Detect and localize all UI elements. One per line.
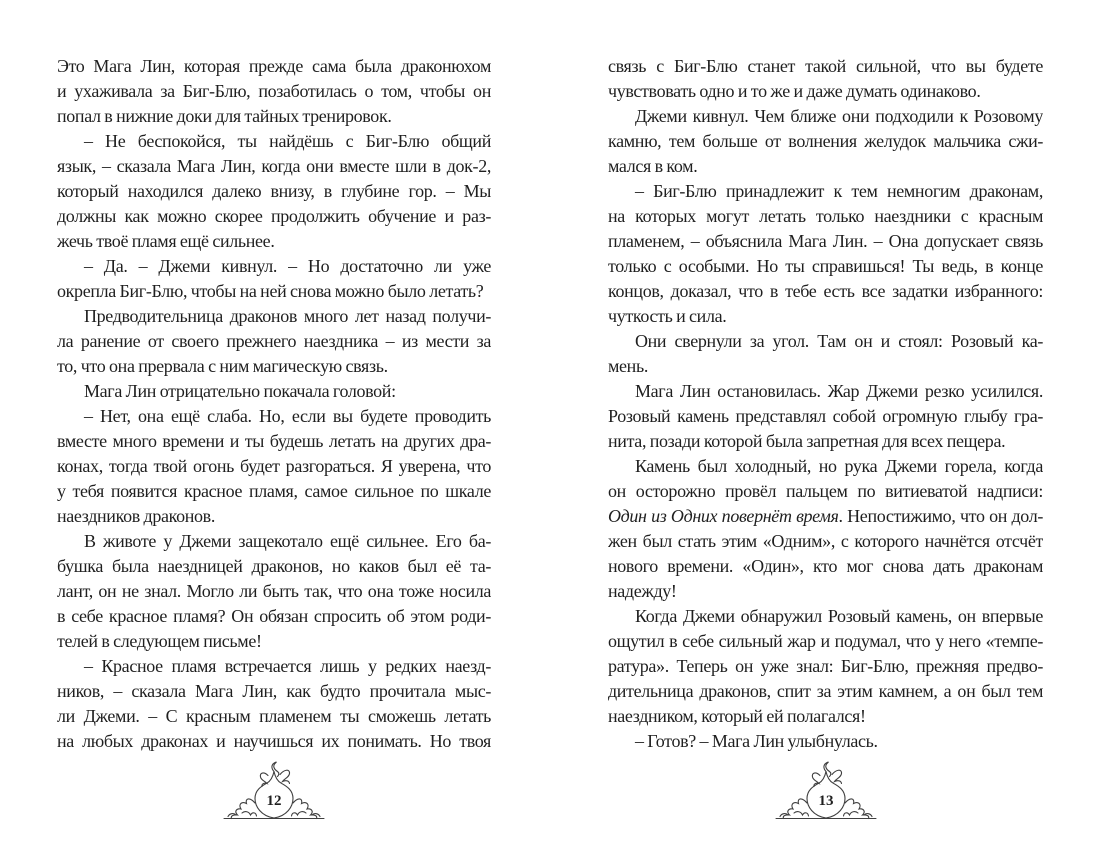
text-segment: Мага Лин остановилась. Жар Джеми резко усилился. <box>635 381 1043 401</box>
text-segment: камню, тем больше от волнения желудок мальчика сжи- <box>608 131 1043 151</box>
text-segment: Они свернули за угол. Там он и стоял: Розовый ка- <box>635 331 1043 351</box>
text-segment: концов, доказал, что в тебе есть все задатки избранного: <box>608 281 1043 301</box>
text-line <box>57 454 491 479</box>
text-segment: – Нет, она ещё слаба. Но, если вы будете проводить <box>84 406 491 426</box>
text-line <box>608 229 1043 254</box>
text-segment: язык, – сказала Мага Лин, когда они вместе шли в док-2, <box>57 156 491 176</box>
text-line <box>608 479 1043 504</box>
page-left-footer <box>222 761 326 823</box>
text-line <box>57 404 491 429</box>
text-line <box>608 54 1043 79</box>
text-segment: попал в нижние доки для тайных тренировок. <box>57 106 392 126</box>
text-line <box>57 429 491 454</box>
text-line <box>57 354 491 379</box>
text-line <box>608 204 1043 229</box>
text-segment: вместе много времени и ты будешь летать на других дра- <box>57 431 491 451</box>
text-line <box>57 679 491 704</box>
text-line <box>608 704 1043 729</box>
page-right-footer <box>774 761 878 823</box>
text-segment: мень. <box>608 356 648 376</box>
text-line <box>57 229 491 254</box>
text-line <box>57 729 491 754</box>
text-line <box>608 79 1043 104</box>
flame-ornament-icon <box>774 761 878 823</box>
text-segment: Розовый камень представлял собой огромную глыбу гра- <box>608 406 1043 426</box>
text-line <box>608 604 1043 629</box>
text-segment: наездников драконов. <box>57 506 215 526</box>
text-segment: ла ранение от своего прежнего наездника – из мести за <box>57 331 491 351</box>
text-segment: наездником, который ей полагался! <box>608 706 866 726</box>
text-segment: бушка была наездницей драконов, но каков был её та- <box>57 556 491 576</box>
text-line <box>57 529 491 554</box>
text-line <box>608 554 1043 579</box>
text-segment: – Биг-Блю принадлежит к тем немногим драконам, <box>635 181 1043 201</box>
text-segment: в себе красное пламя? Он обязан спросить об этом роди- <box>57 606 491 626</box>
text-segment: ощутил в себе сильный жар и подумал, что у него «темпе- <box>608 631 1043 651</box>
text-line <box>57 129 491 154</box>
text-segment: только с особыми. Но ты справишься! Ты ведь, в конце <box>608 256 1043 276</box>
text-line <box>57 154 491 179</box>
text-line <box>57 579 491 604</box>
text-line <box>57 254 491 279</box>
text-segment: пламенем, – объяснила Мага Лин. – Она допускает связь <box>608 231 1043 251</box>
text-line <box>608 404 1043 429</box>
text-segment: и ухаживала за Биг-Блю, позаботилась о том, чтобы он <box>57 81 491 101</box>
text-line <box>608 304 1043 329</box>
text-segment: Джеми кивнул. Чем ближе они подходили к Розовому <box>635 106 1043 126</box>
text-line <box>608 329 1043 354</box>
text-line <box>608 354 1043 379</box>
page-right <box>608 54 1043 809</box>
text-segment: чувствовать одно и то же и даже думать одинаково. <box>608 81 981 101</box>
text-segment: – Красное пламя встречается лишь у редких наезд- <box>84 656 491 676</box>
text-segment: ли Джеми. – С красным пламенем ты сможешь летать <box>57 706 491 726</box>
text-segment: должны как можно скорее продолжить обучение и раз- <box>57 206 491 226</box>
text-segment: на любых драконах и научишься их понимать. Но твоя <box>57 731 491 751</box>
text-line <box>608 679 1043 704</box>
text-line <box>608 154 1043 179</box>
text-line <box>57 279 491 304</box>
text-line <box>608 254 1043 279</box>
text-line <box>57 54 491 79</box>
text-line <box>608 129 1043 154</box>
text-segment: – Готов? – Мага Лин улыбнулась. <box>635 731 878 751</box>
text-line <box>608 529 1043 554</box>
text-segment: . Непостижимо, что он дол- <box>838 506 1043 526</box>
text-segment: нового времени. «Один», кто мог снова дать драконам <box>608 556 1043 576</box>
text-segment: В животе у Джеми защекотало ещё сильнее. Его ба- <box>84 531 491 551</box>
text-segment: нита, позади которой была запретная для всех пещера. <box>608 431 1006 451</box>
text-line <box>608 729 1043 754</box>
text-line <box>608 279 1043 304</box>
text-line <box>57 104 491 129</box>
text-line <box>57 304 491 329</box>
text-segment: окрепла Биг-Блю, чтобы на ней снова можно было летать? <box>57 281 484 301</box>
text-line <box>608 379 1043 404</box>
text-line <box>608 629 1043 654</box>
text-segment: лант, он не знал. Могло ли быть так, что она тоже носила <box>57 581 491 601</box>
text-segment: который находился далеко внизу, в глубине гор. – Мы <box>57 181 491 201</box>
text-line <box>57 479 491 504</box>
text-line <box>608 654 1043 679</box>
text-line <box>608 104 1043 129</box>
text-segment: то, что она прервала с ним магическую связь. <box>57 356 388 376</box>
text-segment: телей в следующем письме! <box>57 631 262 651</box>
text-line <box>57 654 491 679</box>
italic-inscription: Один из Одних повернёт время <box>608 506 839 526</box>
text-line <box>57 179 491 204</box>
text-line <box>608 579 1043 604</box>
text-segment: конах, тогда твой огонь будет разгораться. Я уверена, что <box>57 456 491 476</box>
text-segment: чуткость и сила. <box>608 306 727 326</box>
text-line <box>57 604 491 629</box>
text-segment: он осторожно провёл пальцем по витиеватой надписи: <box>608 481 1043 501</box>
text-line <box>608 179 1043 204</box>
text-segment: дительница драконов, спит за этим камнем, а он был тем <box>608 681 1043 701</box>
text-line <box>608 429 1043 454</box>
page-number: 12 <box>266 793 282 809</box>
text-segment: жечь твоё пламя ещё сильнее. <box>57 231 275 251</box>
text-segment: жен был стать этим «Одним», с которого начнётся отсчёт <box>608 531 1043 551</box>
text-segment: Мага Лин отрицательно покачала головой: <box>84 381 396 401</box>
page-number: 13 <box>818 793 833 809</box>
text-line <box>57 204 491 229</box>
text-segment: Когда Джеми обнаружил Розовый камень, он впервые <box>635 606 1043 626</box>
text-segment: у тебя появится красное пламя, самое сильное по шкале <box>57 481 491 501</box>
text-segment: ратура». Теперь он уже знал: Биг-Блю, прежняя предво- <box>608 656 1043 676</box>
text-segment: Предводительница драконов много лет назад получи- <box>84 306 491 326</box>
text-line <box>608 504 1043 529</box>
text-line <box>57 379 491 404</box>
text-segment: мался в ком. <box>608 156 698 176</box>
page-left-text-column <box>57 54 491 754</box>
text-segment: связь с Биг-Блю станет такой сильной, что вы будете <box>608 56 1043 76</box>
text-line <box>608 454 1043 479</box>
text-segment: Это Мага Лин, которая прежде сама была драконюхом <box>57 56 491 76</box>
text-segment: надежду! <box>608 581 677 601</box>
text-segment: – Да. – Джеми кивнул. – Но достаточно ли уже <box>84 256 491 276</box>
text-line <box>57 504 491 529</box>
page-right-text-column <box>608 54 1043 754</box>
text-segment: ников, – сказала Мага Лин, как будто прочитала мыс- <box>57 681 491 701</box>
text-line <box>57 704 491 729</box>
text-segment: на которых могут летать только наездники с красным <box>608 206 1043 226</box>
text-line <box>57 79 491 104</box>
text-segment: Камень был холодный, но рука Джеми горела, когда <box>635 456 1043 476</box>
text-segment: – Не беспокойся, ты найдёшь с Биг-Блю общий <box>84 131 491 151</box>
text-line <box>57 629 491 654</box>
flame-ornament-icon <box>222 761 326 823</box>
text-line <box>57 329 491 354</box>
text-line <box>57 554 491 579</box>
page-left <box>57 54 491 809</box>
